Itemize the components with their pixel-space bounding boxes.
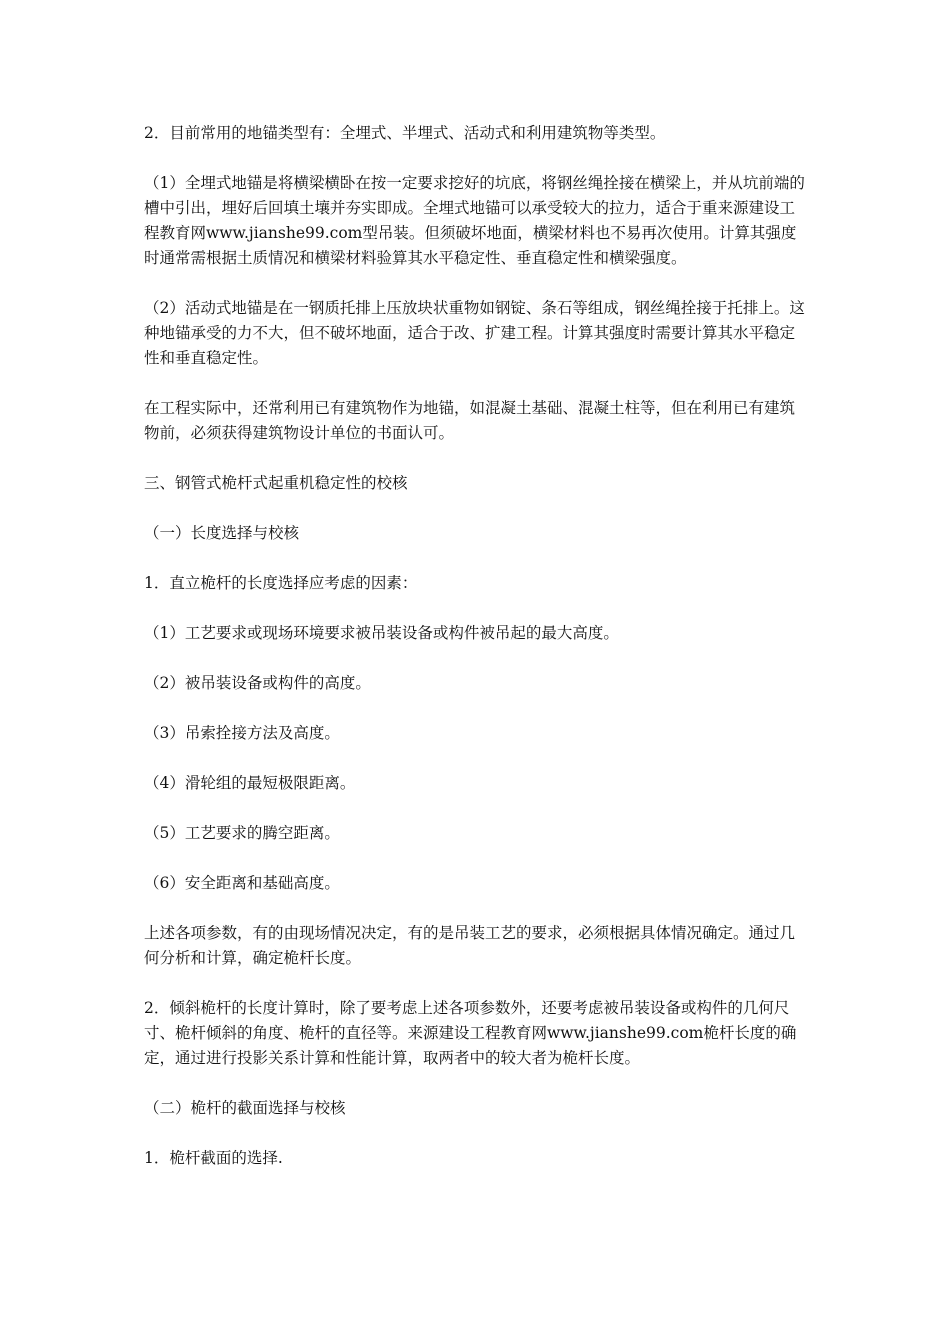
paragraph-parameters-summary: 上述各项参数，有的由现场情况决定，有的是吊装工艺的要求，必须根据具体情况确定。通过几何分析和计算，确定桅杆长度。	[144, 924, 796, 967]
list-item-factor-6: （6）安全距离和基础高度。	[144, 874, 340, 892]
subsection-heading-section: （二）桅杆的截面选择与校核	[144, 1099, 346, 1117]
paragraph-movable-anchor: （2）活动式地锚是在一钢质托排上压放块状重物如钢锭、条石等组成，钢丝绳拴接于托排上。这种地锚承受的力不大，但不破坏地面，适合于改、扩建工程。计算其强度时需要计算其水平稳定性和垂直稳定性。	[144, 299, 805, 367]
paragraph-upright-mast-factors: 1．直立桅杆的长度选择应考虑的因素：	[144, 574, 418, 592]
document-body	[144, 121, 806, 1196]
section-heading-mast-stability: 三、钢管式桅杆式起重机稳定性的校核	[144, 474, 408, 492]
list-item-factor-2: （2）被吊装设备或构件的高度。	[144, 674, 371, 692]
paragraph-section-selection: 1．桅杆截面的选择.	[144, 1149, 283, 1167]
paragraph-building-anchor: 在工程实际中，还常利用已有建筑物作为地锚，如混凝土基础、混凝土柱等，但在利用已有建筑物前，必须获得建筑物设计单位的书面认可。	[144, 399, 796, 442]
paragraph-anchor-types: 2．目前常用的地锚类型有：全埋式、半埋式、活动式和利用建筑物等类型。	[144, 124, 666, 142]
subsection-heading-length: （一）长度选择与校核	[144, 524, 300, 542]
list-item-factor-1: （1）工艺要求或现场环境要求被吊装设备或构件被吊起的最大高度。	[144, 624, 619, 642]
list-item-factor-5: （5）工艺要求的腾空距离。	[144, 824, 340, 842]
paragraph-inclined-mast: 2．倾斜桅杆的长度计算时，除了要考虑上述各项参数外，还要考虑被吊装设备或构件的几何尺寸、桅杆倾斜的角度、桅杆的直径等。来源建设工程教育网www.jianshe99.com桅杆长度的确定，通过进行投影关系计算和性能计算，取两者中的较大者为桅杆长度。	[144, 999, 797, 1067]
paragraph-buried-anchor: （1）全埋式地锚是将横梁横卧在按一定要求挖好的坑底，将钢丝绳拴接在横梁上，并从坑前端的槽中引出，埋好后回填土壤并夯实即成。全埋式地锚可以承受较大的拉力，适合于重来源建设工程教育网www.jianshe99.com型吊装。但须破坏地面，横梁材料也不易再次使用。计算其强度时通常需根据土质情况和横梁材料验算其水平稳定性、垂直稳定性和横梁强度。	[144, 174, 805, 267]
list-item-factor-3: （3）吊索拴接方法及高度。	[144, 724, 340, 742]
list-item-factor-4: （4）滑轮组的最短极限距离。	[144, 774, 356, 792]
